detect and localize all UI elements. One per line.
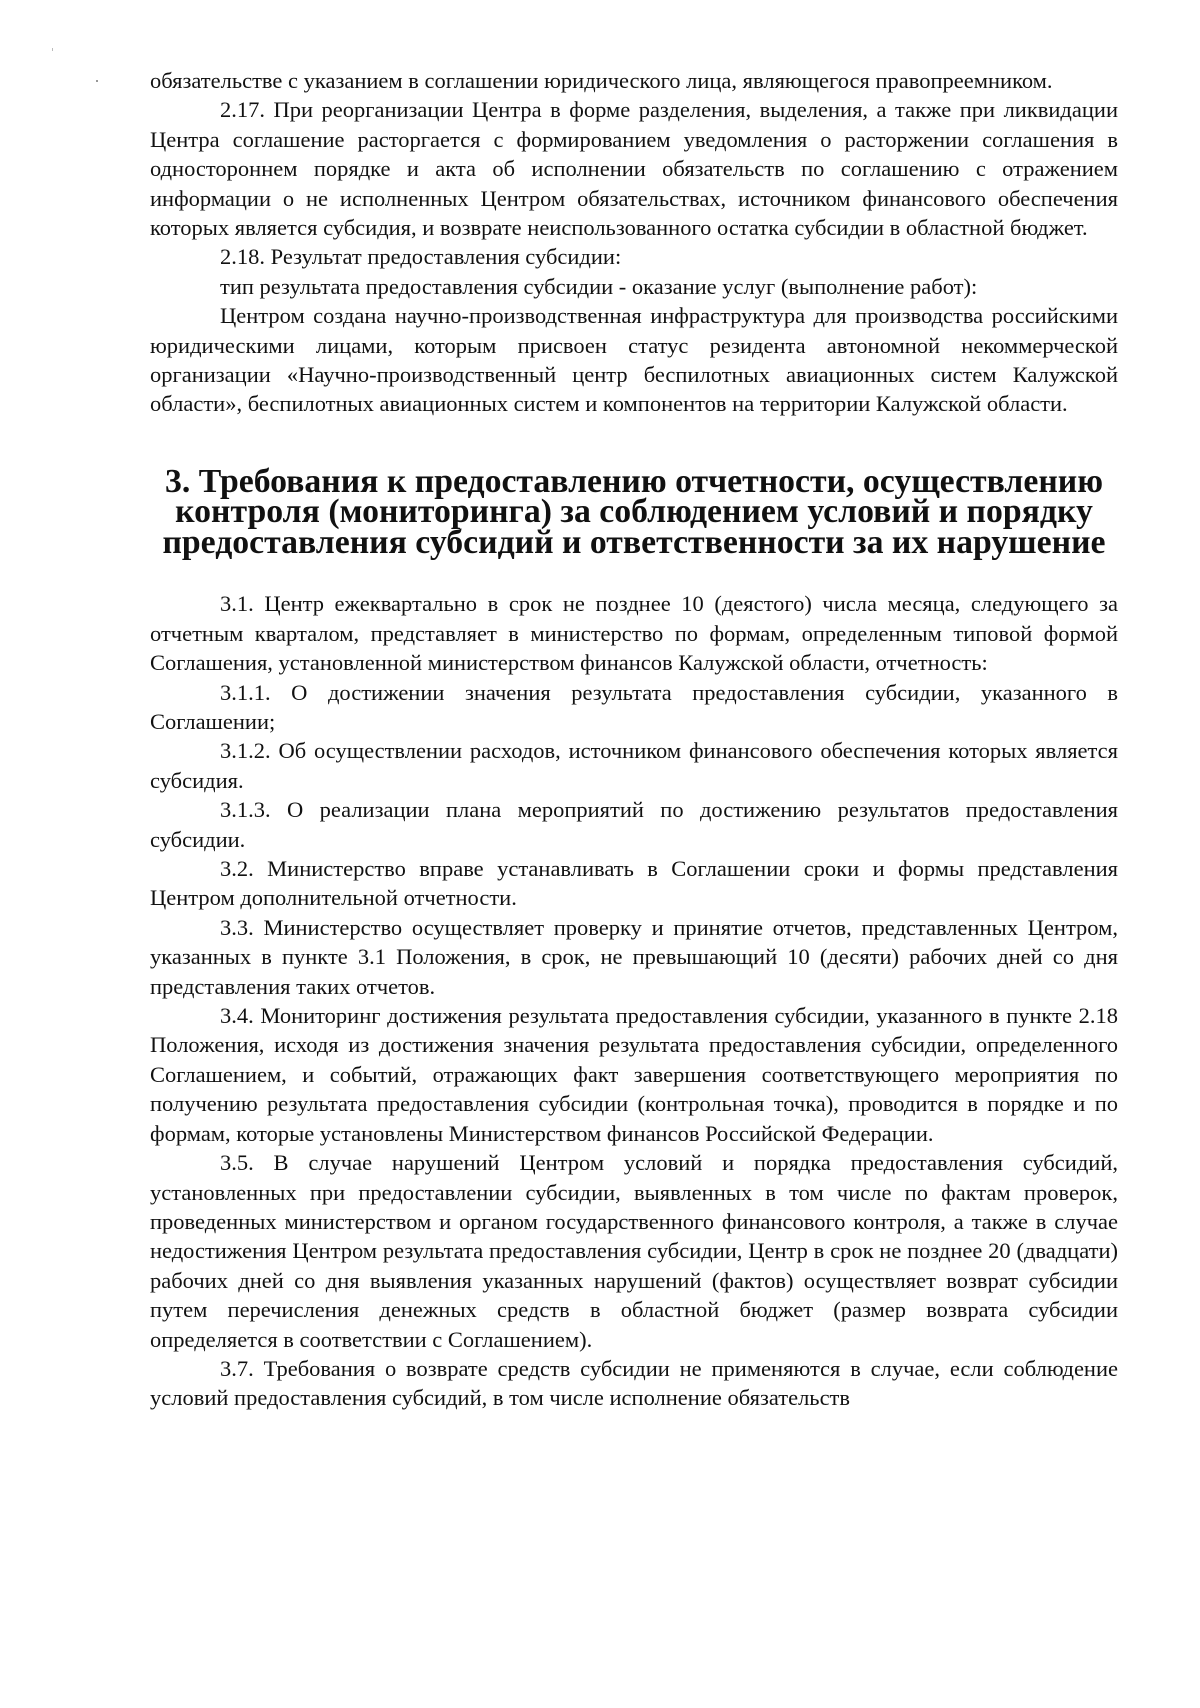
document-page <box>150 66 1118 1413</box>
paragraph-3-4: 3.4. Мониторинг достижения результата предоставления субсидии, указанного в пункте 2.18 Положения, исходя из достижения значения результата предоставления субсидии, определенного Соглашением, и событий, отражающих факт завершения соответствующего мероприятия по получению результата предоставления субсидии (контрольная точка), проводится в порядке и по формам, которые установлены Министерством финансов Российской Федерации. <box>150 1003 1118 1146</box>
paragraph-continuation: обязательстве с указанием в соглашении юридического лица, являющегося правопреемником. <box>150 68 1053 93</box>
paragraph-3-5: 3.5. В случае нарушений Центром условий и порядка предоставления субсидий, установленных при предоставлении субсидии, выявленных в том числе по фактам проверок, проведенных министерством и органом государственного финансового контроля, а также в случае недостижения Центром результата предоставления субсидии, Центр в срок не позднее 20 (двадцати) рабочих дней со дня выявления указанных нарушений (фактов) осуществляет возврат субсидии путем перечисления денежных средств в областной бюджет (размер возврата субсидии определяется в соответствии с Соглашением). <box>150 1150 1118 1352</box>
section-heading: 3. Требования к предоставлению отчетности, осуществлению контроля (мониторинга) за соблюдением условий и порядку предоставления субсидий и ответственности за их нарушение <box>162 462 1106 561</box>
paragraph-result-type: тип результата предоставления субсидии - оказание услуг (выполнение работ): <box>220 273 978 299</box>
paragraph-3-1-1: 3.1.1. О достижении значения результата предоставления субсидии, указанного в Соглашении; <box>150 679 1118 734</box>
paragraph-3-1-3: 3.1.3. О реализации плана мероприятий по достижению результатов предоставления субсидии. <box>150 797 1118 852</box>
paragraph-3-3: 3.3. Министерство осуществляет проверку и принятие отчетов, представленных Центром, указанных в пункте 3.1 Положения, в срок, не превышающий 10 (десяти) рабочих дней со дня представления таких отчетов. <box>150 914 1118 999</box>
paragraph-2-18: 2.18. Результат предоставления субсидии: <box>220 244 622 270</box>
scan-artifact <box>52 48 53 51</box>
paragraph-result-description: Центром создана научно-производственная инфраструктура для производства российскими юридическими лицами, которым присвоен статус резидента автономной некоммерческой организации «Научно-производственный центр беспилотных авиационных систем Калужской области», беспилотных авиационных систем и компонентов на территории Калужской области. <box>150 303 1118 417</box>
paragraph-3-7: 3.7. Требования о возврате средств субсидии не применяются в случае, если соблюдение условий предоставления субсидий, в том числе исполнение обязательств <box>150 1355 1118 1411</box>
paragraph-3-2: 3.2. Министерство вправе устанавливать в Соглашении сроки и формы представления Центром дополнительной отчетности. <box>150 856 1118 911</box>
scan-artifact <box>96 80 98 82</box>
paragraph-3-1: 3.1. Центр ежеквартально в срок не позднее 10 (деястого) числа месяца, следующего за отчетным кварталом, представляет в министерство по формам, определенным типовой формой Соглашения, установленной министерством финансов Калужской области, отчетность: <box>150 591 1118 676</box>
paragraph-2-17: 2.17. При реорганизации Центра в форме разделения, выделения, а также при ликвидации Центра соглашение расторгается с формированием уведомления о расторжении соглашения в одностороннем порядке и акта об исполнении обязательств по соглашению с отражением информации о не исполненных Центром обязательствах, источником финансового обеспечения которых является субсидия, и возврате неиспользованного остатка субсидии в областной бюджет. <box>150 97 1118 241</box>
paragraph-3-1-2: 3.1.2. Об осуществлении расходов, источником финансового обеспечения которых является субсидия. <box>150 738 1118 793</box>
